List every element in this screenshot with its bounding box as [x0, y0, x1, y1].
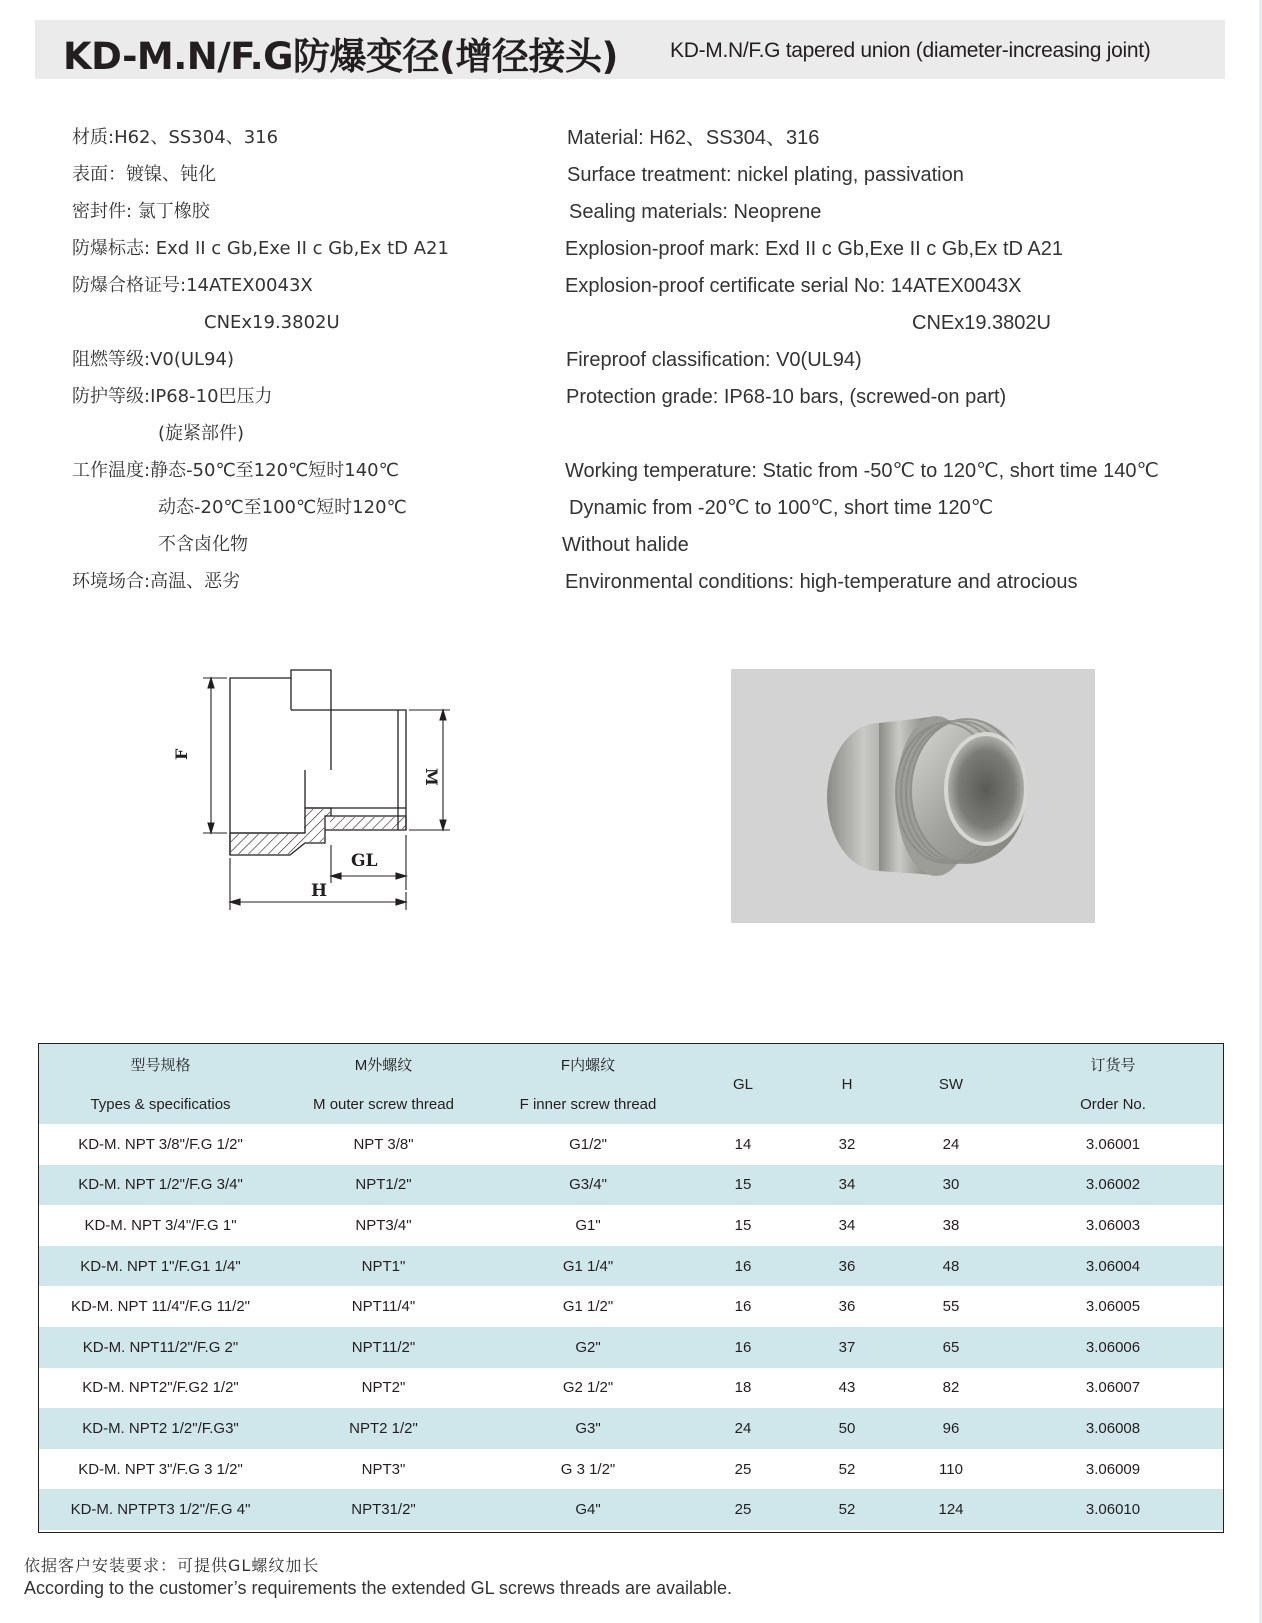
cell-type: KD-M. NPT2 1/2"/F.G3" [39, 1408, 282, 1449]
cell-sw: 55 [942, 1298, 960, 1316]
cell-type: KD-M. NPT11/2"/F.G 2" [39, 1327, 282, 1368]
spec-cn-ex-mark: 防爆标志: Exd II c Gb,Exe II c Gb,Ex tD A21 [72, 238, 449, 259]
spec-en-halide: Without halide [562, 534, 689, 556]
cell-f-thread: G1/2" [569, 1135, 607, 1153]
th-gl: GL [691, 1044, 795, 1124]
cell-gl: 25 [734, 1460, 752, 1478]
cell-gl: 15 [691, 1165, 795, 1206]
spec-cn-material: 材质:H62、SS304、316 [72, 127, 279, 148]
spec-cn-fireproof: 阻燃等级:V0(UL94) [72, 349, 234, 370]
cell-h: 52 [838, 1460, 856, 1478]
cell-m-thread: NPT3" [361, 1460, 406, 1478]
cell-h: 34 [838, 1216, 856, 1234]
cell-m-thread: NPT31/2" [282, 1489, 485, 1530]
table-row [39, 1286, 1223, 1327]
cell-gl: 15 [734, 1216, 752, 1234]
cell-sw: 24 [942, 1135, 960, 1153]
spec-en-sealing: Sealing materials: Neoprene [569, 201, 822, 223]
cell-m-thread: NPT11/4" [351, 1298, 416, 1316]
cell-order-no: 3.06005 [1085, 1298, 1141, 1316]
th-m-cn: M外螺纹 [282, 1044, 485, 1084]
cell-h: 36 [795, 1246, 899, 1287]
cell-h: 43 [838, 1379, 856, 1397]
dim-label-m: M [422, 768, 441, 786]
cell-h: 32 [838, 1135, 856, 1153]
cell-type: KD-M. NPT 3/4"/F.G 1" [84, 1216, 237, 1234]
cell-gl: 14 [734, 1135, 752, 1153]
table-row [39, 1408, 1223, 1449]
cell-m-thread: NPT2 1/2" [282, 1408, 485, 1449]
cell-order-no: 3.06002 [1003, 1165, 1223, 1206]
cell-sw: 30 [899, 1165, 1003, 1206]
cell-order-no: 3.06008 [1003, 1408, 1223, 1449]
th-order-cn: 订货号 [1003, 1044, 1223, 1084]
cell-order-no: 3.06010 [1003, 1489, 1223, 1530]
cell-f-thread: G1 1/4" [485, 1246, 691, 1287]
table-header-row-en [39, 1084, 1223, 1124]
spec-cn-temperature-2: 动态-20℃至100℃短时120℃ [158, 497, 407, 518]
spec-en-fireproof: Fireproof classification: V0(UL94) [566, 349, 862, 371]
table-row [39, 1246, 1223, 1287]
cell-f-thread: G4" [485, 1489, 691, 1530]
cell-order-no: 3.06001 [1085, 1135, 1141, 1153]
spec-en-material: Material: H62、SS304、316 [567, 127, 820, 149]
cell-h: 34 [795, 1165, 899, 1206]
cell-order-no: 3.06007 [1085, 1379, 1141, 1397]
th-type-cn: 型号规格 [39, 1044, 282, 1084]
table-row [39, 1205, 1223, 1246]
cell-type: KD-M. NPT 3"/F.G 3 1/2" [78, 1460, 243, 1478]
cell-gl: 25 [691, 1489, 795, 1530]
spec-cn-surface: 表面：镀镍、钝化 [72, 164, 216, 185]
cell-sw: 65 [899, 1327, 1003, 1368]
cell-m-thread: NPT2" [361, 1379, 406, 1397]
spec-en-protection: Protection grade: IP68-10 bars, (screwed-on part) [566, 386, 1007, 408]
cell-m-thread: NPT11/2" [282, 1327, 485, 1368]
cell-type: KD-M. NPTPT3 1/2"/F.G 4" [39, 1489, 282, 1530]
cell-m-thread: NPT3/4" [355, 1216, 412, 1234]
spec-cn-environment: 环境场合:高温、恶劣 [72, 571, 241, 592]
cell-sw: 110 [939, 1460, 963, 1478]
cell-sw: 82 [942, 1379, 960, 1397]
cell-order-no: 3.06006 [1003, 1327, 1223, 1368]
cell-order-no: 3.06004 [1003, 1246, 1223, 1287]
cell-type: KD-M. NPT 1/2"/F.G 3/4" [39, 1165, 282, 1206]
dim-label-h: H [311, 881, 328, 901]
table-row [39, 1165, 1223, 1206]
title-band [35, 20, 1225, 79]
cell-sw: 96 [899, 1408, 1003, 1449]
technical-drawing [165, 640, 455, 910]
th-f-cn: F内螺纹 [485, 1044, 691, 1084]
footer-note-cn: 依据客户安装要求：可提供GL螺纹加长 [24, 1556, 320, 1575]
cell-f-thread: G2 1/2" [562, 1379, 614, 1397]
cell-sw: 38 [942, 1216, 960, 1234]
spec-en-certificate-2: CNEx19.3802U [912, 312, 1051, 334]
cell-gl: 16 [691, 1246, 795, 1287]
spec-en-ex-mark: Explosion-proof mark: Exd II c Gb,Exe II c Gb,Ex tD A21 [565, 238, 1063, 260]
page-title: KD-M.N/F.G防爆变径(增径接头) [63, 35, 618, 78]
spec-cn-certificate-2: CNEx19.3802U [204, 312, 340, 333]
cell-f-thread: G3" [485, 1408, 691, 1449]
spec-en-temperature-2: Dynamic from -20℃ to 100℃, short time 120℃ [569, 497, 994, 519]
cell-f-thread: G3/4" [485, 1165, 691, 1206]
footer-note-en: According to the customer’s requirements the extended GL screws threads are available. [24, 1578, 733, 1598]
spec-en-surface: Surface treatment: nickel plating, passivation [567, 164, 964, 186]
specs-table [38, 1043, 1224, 1533]
cell-m-thread: NPT 3/8" [353, 1135, 414, 1153]
cell-gl: 24 [691, 1408, 795, 1449]
cell-f-thread: G2" [485, 1327, 691, 1368]
table-row [39, 1368, 1223, 1409]
cell-f-thread: G1 1/2" [562, 1298, 614, 1316]
spec-en-environment: Environmental conditions: high-temperature and atrocious [565, 571, 1078, 593]
th-order-en: Order No. [1003, 1084, 1223, 1124]
product-photo [731, 669, 1095, 923]
cell-h: 36 [838, 1298, 856, 1316]
dim-label-gl: GL [351, 851, 378, 871]
cell-type: KD-M. NPT 1"/F.G1 1/4" [39, 1246, 282, 1287]
spec-cn-halide: 不含卤化物 [158, 534, 248, 555]
spec-cn-temperature: 工作温度:静态-50℃至120℃短时140℃ [72, 460, 399, 481]
cell-h: 37 [795, 1327, 899, 1368]
spec-en-temperature: Working temperature: Static from -50℃ to 120℃, short time 140℃ [565, 460, 1159, 482]
cell-type: KD-M. NPT 11/4"/F.G 11/2" [70, 1298, 251, 1316]
dim-label-f: F [172, 748, 191, 760]
spec-cn-protection: 防护等级:IP68-10巴压力 [72, 386, 273, 407]
cell-gl: 16 [734, 1298, 752, 1316]
spec-cn-sealing: 密封件: 氯丁橡胶 [72, 201, 210, 222]
cell-gl: 16 [691, 1327, 795, 1368]
th-type-en: Types & specificatios [39, 1084, 282, 1124]
spec-en-certificate: Explosion-proof certificate serial No: 14ATEX0043X [565, 275, 1022, 297]
spec-cn-protection-2: (旋紧部件) [158, 423, 245, 444]
cell-order-no: 3.06003 [1085, 1216, 1141, 1234]
table-row [39, 1124, 1223, 1165]
th-sw: SW [899, 1044, 1003, 1124]
cell-sw: 48 [899, 1246, 1003, 1287]
cell-gl: 18 [734, 1379, 752, 1397]
cell-type: KD-M. NPT2"/F.G2 1/2" [82, 1379, 239, 1397]
th-m-en: M outer screw thread [282, 1084, 485, 1124]
cell-f-thread: G1" [575, 1216, 601, 1234]
th-f-en: F inner screw thread [485, 1084, 691, 1124]
cell-sw: 124 [899, 1489, 1003, 1530]
cell-h: 50 [795, 1408, 899, 1449]
cell-m-thread: NPT1/2" [282, 1165, 485, 1206]
cell-h: 52 [795, 1489, 899, 1530]
table-row [39, 1327, 1223, 1368]
cell-f-thread: G 3 1/2" [560, 1460, 616, 1478]
table-header-row [39, 1044, 1223, 1084]
page-subtitle: KD-M.N/F.G tapered union (diameter-increasing joint) [670, 39, 1151, 62]
th-h: H [795, 1044, 899, 1124]
table-row [39, 1449, 1223, 1490]
cell-type: KD-M. NPT 3/8"/F.G 1/2" [78, 1135, 243, 1153]
cell-m-thread: NPT1" [282, 1246, 485, 1287]
spec-cn-certificate: 防爆合格证号:14ATEX0043X [72, 275, 313, 296]
table-row [39, 1489, 1223, 1530]
cell-order-no: 3.06009 [1085, 1460, 1141, 1478]
